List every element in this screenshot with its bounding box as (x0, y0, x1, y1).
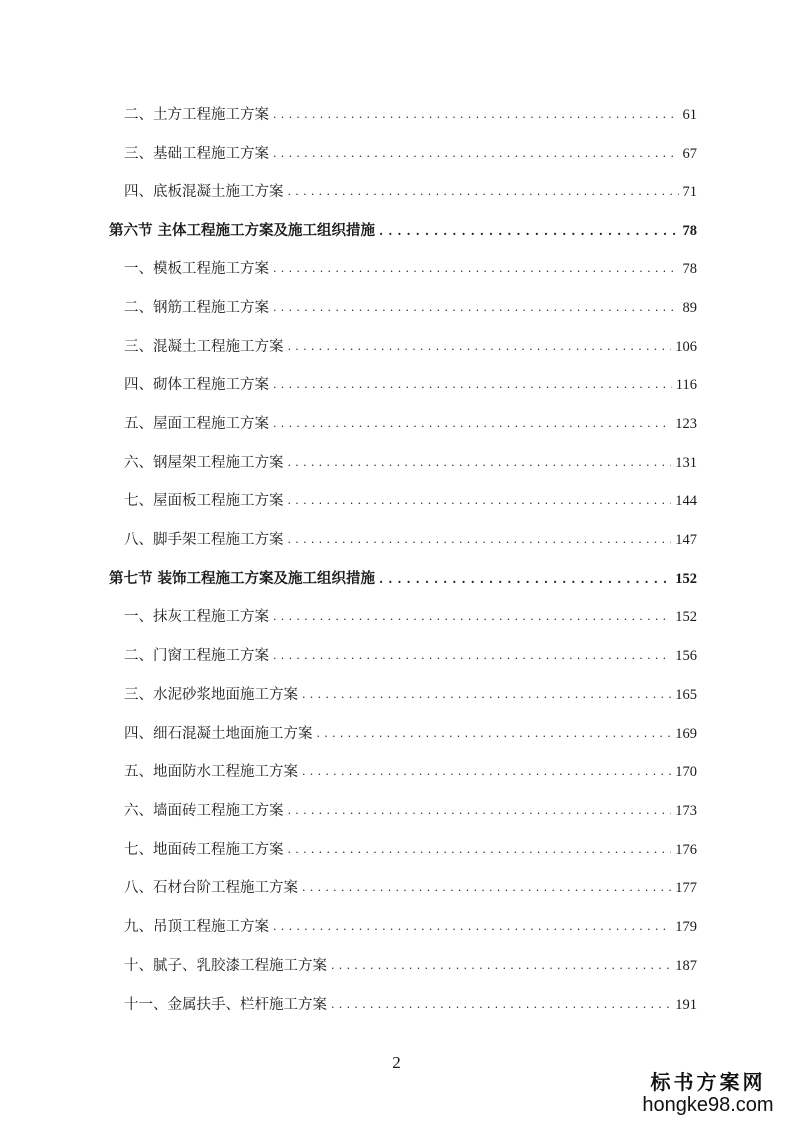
toc-entry-page: 191 (675, 997, 697, 1013)
toc-section-heading (109, 219, 697, 243)
toc-entry-page: 106 (675, 339, 697, 355)
toc-dot-leader (288, 180, 679, 204)
toc-entry-page: 131 (675, 455, 697, 471)
toc-entry (124, 335, 697, 359)
toc-entry (124, 489, 697, 513)
toc-dot-leader (273, 257, 679, 281)
toc-entry (124, 103, 697, 127)
toc-entry (124, 373, 697, 397)
toc-entry-page: 67 (682, 146, 697, 162)
toc-entry-page: 89 (682, 300, 697, 316)
toc-entry-label: 三、混凝土工程施工方案 (124, 339, 284, 355)
toc-entry-page: 116 (675, 377, 697, 393)
toc-entry-label: 二、钢筋工程施工方案 (124, 300, 269, 316)
toc-entry (124, 760, 697, 784)
toc-entry-page: 78 (682, 223, 697, 239)
toc-entry (124, 605, 697, 629)
toc-dot-leader (273, 142, 679, 166)
toc-dot-leader (273, 605, 671, 629)
toc-entry-label: 五、屋面工程施工方案 (124, 416, 269, 432)
toc-dot-leader (302, 876, 671, 900)
toc-entry-label: 三、水泥砂浆地面施工方案 (124, 687, 298, 703)
toc-dot-leader (288, 799, 672, 823)
toc-entry (124, 799, 697, 823)
toc-dot-leader (273, 915, 671, 939)
toc-entry (124, 142, 697, 166)
toc-entry-label: 九、吊顶工程施工方案 (124, 919, 269, 935)
toc-entry-page: 71 (682, 184, 697, 200)
toc-entry-page: 187 (675, 958, 697, 974)
toc-entry (124, 915, 697, 939)
toc-entry-label: 四、细石混凝土地面施工方案 (124, 726, 313, 742)
toc-entry (124, 683, 697, 707)
toc-dot-leader (288, 335, 672, 359)
toc-entry (124, 954, 697, 978)
toc-entry (124, 838, 697, 862)
toc-entry-page: 179 (675, 919, 697, 935)
toc-dot-leader (317, 722, 672, 746)
toc-entry-label: 七、地面砖工程施工方案 (124, 842, 284, 858)
toc-entry-label: 七、屋面板工程施工方案 (124, 493, 284, 509)
toc-entry-page: 165 (675, 687, 697, 703)
toc-entry (124, 180, 697, 204)
toc-dot-leader (288, 838, 672, 862)
toc-dot-leader (331, 993, 671, 1017)
toc-entry (124, 451, 697, 475)
toc-entry-label: 二、门窗工程施工方案 (124, 648, 269, 664)
toc-entry-page: 170 (675, 764, 697, 780)
watermark-url: hongke98.com (642, 1094, 774, 1116)
toc-entry-page: 176 (675, 842, 697, 858)
toc-entry-label: 五、地面防水工程施工方案 (124, 764, 298, 780)
toc-entry-label: 四、砌体工程施工方案 (124, 377, 269, 393)
toc-entry (124, 876, 697, 900)
toc-entry-label: 二、土方工程施工方案 (124, 107, 269, 123)
toc-entry-label: 十一、金属扶手、栏杆施工方案 (124, 997, 327, 1013)
toc-entry-label: 三、基础工程施工方案 (124, 146, 269, 162)
toc-entry-page: 177 (675, 880, 697, 896)
toc-section-heading (109, 567, 697, 591)
toc-entry (124, 644, 697, 668)
toc-dot-leader (273, 103, 679, 127)
toc-entry-page: 152 (675, 609, 697, 625)
toc-dot-leader (379, 219, 678, 243)
toc-entry (124, 722, 697, 746)
toc-entry (124, 296, 697, 320)
toc-entry-page: 147 (675, 532, 697, 548)
toc-entry (124, 257, 697, 281)
toc-entry-label: 一、模板工程施工方案 (124, 261, 269, 277)
toc-entry-page: 156 (675, 648, 697, 664)
watermark (633, 1070, 783, 1116)
toc-dot-leader (379, 567, 671, 591)
toc-entry-label: 第七节 装饰工程施工方案及施工组织措施 (109, 570, 376, 587)
toc-entry-label: 一、抹灰工程施工方案 (124, 609, 269, 625)
toc-entry-label: 八、脚手架工程施工方案 (124, 532, 284, 548)
toc-entry (124, 993, 697, 1017)
toc-entry-label: 六、墙面砖工程施工方案 (124, 803, 284, 819)
toc-dot-leader (288, 451, 672, 475)
toc-dot-leader (273, 373, 672, 397)
toc-entry-label: 六、钢屋架工程施工方案 (124, 455, 284, 471)
toc-dot-leader (302, 760, 671, 784)
toc-entry-page: 173 (675, 803, 697, 819)
toc-dot-leader (273, 296, 679, 320)
toc-dot-leader (273, 412, 671, 436)
watermark-text: 标书方案网 (650, 1070, 766, 1094)
toc-entry-page: 144 (675, 493, 697, 509)
toc-entry (124, 412, 697, 436)
toc-entry-page: 61 (682, 107, 697, 123)
toc-entry-page: 169 (675, 726, 697, 742)
toc-entry-page: 78 (682, 261, 697, 277)
toc-dot-leader (331, 954, 671, 978)
toc-dot-leader (288, 528, 672, 552)
page-number: 2 (392, 1053, 401, 1072)
toc-entry-page: 123 (675, 416, 697, 432)
toc-entry-label: 四、底板混凝土施工方案 (124, 184, 284, 200)
toc-entry-label: 十、腻子、乳胶漆工程施工方案 (124, 958, 327, 974)
toc-dot-leader (273, 644, 671, 668)
toc-entry (124, 528, 697, 552)
toc-entry-page: 152 (675, 571, 697, 587)
toc-entry-label: 八、石材台阶工程施工方案 (124, 880, 298, 896)
toc-dot-leader (302, 683, 671, 707)
toc-entry-label: 第六节 主体工程施工方案及施工组织措施 (109, 222, 376, 239)
toc-dot-leader (288, 489, 672, 513)
